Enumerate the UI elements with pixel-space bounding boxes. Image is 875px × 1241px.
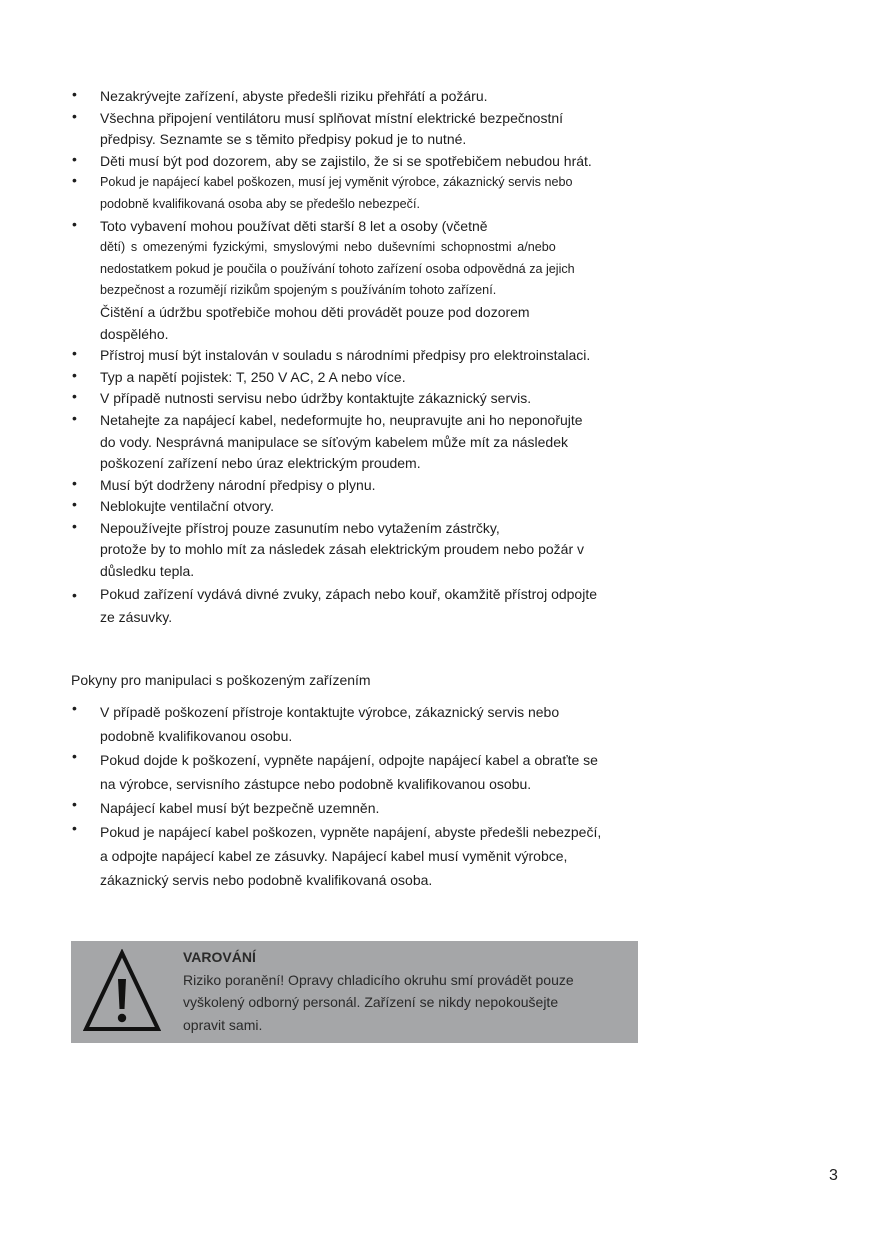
bullet: • (72, 107, 77, 124)
list-item (72, 700, 652, 748)
bullet: • (72, 150, 77, 167)
list-item (72, 583, 652, 629)
list-item-text: nedostatkem pokud je poučila o používání tohoto zařízení osoba odpovědná za jejich (100, 261, 575, 276)
list-item (72, 820, 652, 892)
bullet: • (72, 366, 77, 383)
list-item-text: Čištění a údržbu spotřebiče mohou děti provádět pouze pod dozorem (100, 303, 530, 320)
list-item (72, 796, 652, 820)
list-item-text: Nepoužívejte přístroj pouze zasunutím nebo vytažením zástrčky, (100, 519, 500, 536)
list-item-text: protože by to mohlo mít za následek zásah elektrickým proudem nebo požár v (100, 541, 585, 558)
damaged-device-list (72, 700, 652, 892)
list-item (72, 345, 652, 367)
warning-title: VAROVÁNÍ (183, 949, 256, 965)
list-item-text: poškození zařízení nebo úraz elektrickým proudem. (100, 455, 421, 472)
list-item (72, 108, 652, 151)
list-item-text: předpisy. Seznamte se s těmito předpisy pokud je to nutné. (100, 131, 467, 148)
bullet: • (72, 748, 77, 764)
list-item-text: ze zásuvky. (100, 608, 173, 625)
bullet: • (72, 820, 77, 836)
warning-line: opravit sami. (183, 1016, 263, 1033)
list-item-text: Netahejte za napájecí kabel, nedeformujte ho, neupravujte ani ho neponořujte (100, 411, 583, 428)
list-item-text: Pokud je napájecí kabel poškozen, vypněte napájení, abyste předešli nebezpečí, (100, 824, 602, 840)
list-item (72, 86, 652, 108)
warning-triangle-icon (83, 949, 161, 1035)
list-item-text: Toto vybavení mohou používat děti starší 8 let a osoby (včetně (100, 217, 488, 234)
list-item-text: na výrobce, servisního zástupce nebo podobně kvalifikovanou osobu. (100, 776, 532, 792)
list-item-text: Všechna připojení ventilátoru musí splňovat místní elektrické bezpečnostní (100, 109, 564, 126)
bullet: • (72, 345, 77, 362)
warning-box (71, 941, 638, 1043)
list-item (72, 367, 652, 389)
bullet: • (72, 496, 77, 513)
list-item-text: Napájecí kabel musí být bezpečně uzemněn. (100, 800, 380, 816)
list-item-text: V případě poškození přístroje kontaktujte výrobce, zákaznický servis nebo (100, 704, 560, 720)
bullet: • (72, 796, 77, 812)
page-number: 3 (829, 1167, 838, 1184)
warning-text (183, 946, 628, 1036)
list-item-text: Pokud zařízení vydává divné zvuky, zápach nebo kouř, okamžitě přístroj odpojte (100, 585, 598, 602)
list-item-text: podobně kvalifikovanou osobu. (100, 728, 293, 744)
bullet: • (72, 86, 77, 102)
list-item-text: Děti musí být pod dozorem, aby se zajistilo, že si se spotřebičem nebudou hrát. (100, 152, 592, 169)
list-item-text: důsledku tepla. (100, 563, 195, 580)
list-item (72, 475, 652, 497)
list-item (72, 172, 652, 215)
bullet: • (72, 172, 77, 189)
bullet: • (72, 215, 77, 232)
list-item (72, 748, 652, 796)
list-item-text: a odpojte napájecí kabel ze zásuvky. Napájecí kabel musí vyměnit výrobce, (100, 848, 568, 864)
list-item (72, 216, 652, 346)
list-item-text: dětí) s omezenými fyzickými, smyslovými nebo duševními schopnostmi a/nebo (100, 240, 556, 255)
list-item-text: Nezakrývejte zařízení, abyste předešli riziku přehřátí a požáru. (100, 88, 488, 104)
bullet: • (72, 409, 77, 426)
list-item-text: zákaznický servis nebo podobně kvalifikovaná osoba. (100, 872, 433, 888)
list-item-text: bezpečnost a rozumějí rizikům spojeným s používáním tohoto zařízení. (100, 283, 497, 298)
list-item-text: do vody. Nesprávná manipulace se síťovým kabelem může mít za následek (100, 433, 568, 450)
list-item-text: Pokud dojde k poškození, vypněte napájení, odpojte napájecí kabel a obraťte se (100, 752, 598, 768)
list-item (72, 518, 652, 583)
list-item-text: V případě nutnosti servisu nebo údržby kontaktujte zákaznický servis. (100, 390, 532, 407)
list-item-text: podobně kvalifikovaná osoba aby se předešlo nebezpečí. (100, 196, 420, 211)
list-item-text: dospělého. (100, 325, 169, 342)
list-item (72, 410, 652, 475)
list-item-text: Přístroj musí být instalován v souladu s národními předpisy pro elektroinstalaci. (100, 347, 591, 364)
bullet: • (72, 586, 77, 603)
warning-line: vyškolený odborný personál. Zařízení se nikdy nepokoušejte (183, 994, 559, 1010)
list-item (72, 388, 652, 410)
list-item (72, 496, 652, 518)
safety-instructions-list (72, 86, 652, 629)
list-item (72, 151, 652, 173)
section-heading: Pokyny pro manipulaci s poškozeným zařízením (71, 672, 371, 688)
bullet: • (72, 474, 77, 491)
list-item-text: Neblokujte ventilační otvory. (100, 498, 275, 515)
list-item-text: Pokud je napájecí kabel poškozen, musí jej vyměnit výrobce, zákaznický servis nebo (100, 175, 573, 190)
bullet: • (72, 517, 77, 534)
list-item-text: Musí být dodrženy národní předpisy o plynu. (100, 476, 376, 493)
warning-line: Riziko poranění! Opravy chladicího okruhu smí provádět pouze (183, 971, 574, 988)
bullet: • (72, 388, 77, 405)
list-item-text: Typ a napětí pojistek: T, 250 V AC, 2 A nebo více. (100, 368, 406, 385)
bullet: • (72, 700, 77, 716)
